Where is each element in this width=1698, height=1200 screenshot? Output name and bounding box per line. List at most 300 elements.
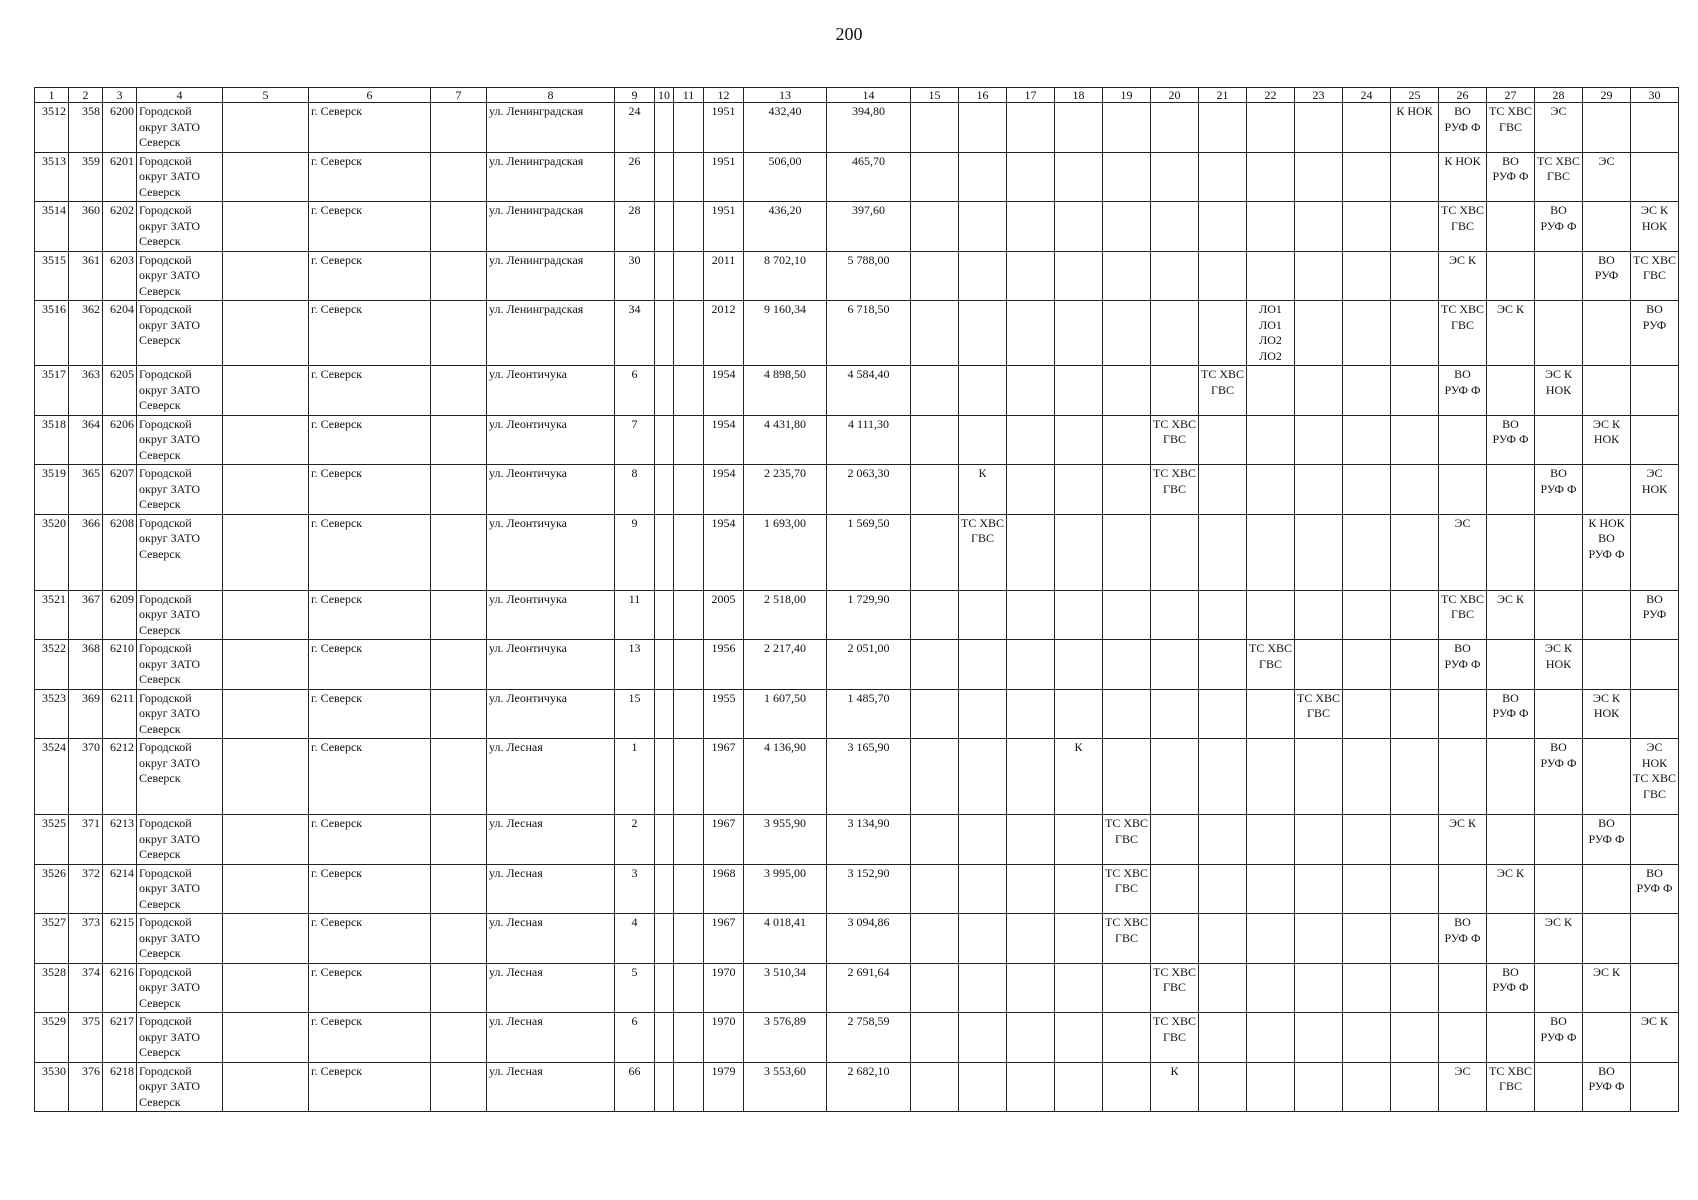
cell-col-11	[674, 914, 704, 964]
cell-col-18	[1055, 366, 1103, 416]
cell-col-29	[1583, 1013, 1631, 1063]
cell-col-12: 1951	[704, 103, 744, 153]
cell-col-29: ЭС К НОК	[1583, 415, 1631, 465]
cell-col-6: г. Северск	[309, 366, 431, 416]
cell-col-17	[1007, 465, 1055, 515]
cell-col-15	[911, 202, 959, 252]
cell-col-28	[1535, 251, 1583, 301]
cell-col-12: 1979	[704, 1062, 744, 1112]
cell-col-20	[1151, 590, 1199, 640]
cell-col-4: Городской округ ЗАТО Северск	[137, 251, 223, 301]
cell-col-14: 2 758,59	[827, 1013, 911, 1063]
cell-col-28	[1535, 1062, 1583, 1112]
cell-col-8: ул. Леонтичука	[487, 689, 615, 739]
cell-col-5	[223, 301, 309, 366]
cell-col-2: 369	[69, 689, 103, 739]
cell-col-4: Городской округ ЗАТО Северск	[137, 739, 223, 815]
cell-col-4: Городской округ ЗАТО Северск	[137, 202, 223, 252]
cell-col-30: ЭС К НОК	[1631, 202, 1679, 252]
cell-col-14: 2 051,00	[827, 640, 911, 690]
cell-col-29: К НОК ВО РУФ Ф	[1583, 514, 1631, 590]
cell-col-17	[1007, 963, 1055, 1013]
cell-col-5	[223, 914, 309, 964]
cell-col-16: ТС ХВС ГВС	[959, 514, 1007, 590]
cell-col-20: К	[1151, 1062, 1199, 1112]
cell-col-11	[674, 465, 704, 515]
cell-col-11	[674, 1013, 704, 1063]
cell-col-7	[431, 202, 487, 252]
cell-col-30: ЭС К	[1631, 1013, 1679, 1063]
column-header-26: 26	[1439, 88, 1487, 103]
cell-col-9: 34	[615, 301, 655, 366]
cell-col-14: 1 485,70	[827, 689, 911, 739]
table-row	[35, 366, 1679, 416]
cell-col-6: г. Северск	[309, 103, 431, 153]
cell-col-9: 28	[615, 202, 655, 252]
cell-col-13: 432,40	[744, 103, 827, 153]
cell-col-9: 6	[615, 366, 655, 416]
column-header-18: 18	[1055, 88, 1103, 103]
cell-col-17	[1007, 514, 1055, 590]
cell-col-3: 6217	[103, 1013, 137, 1063]
cell-col-23	[1295, 914, 1343, 964]
cell-col-9: 5	[615, 963, 655, 1013]
cell-col-19	[1103, 689, 1151, 739]
cell-col-15	[911, 415, 959, 465]
cell-col-1: 3526	[35, 864, 69, 914]
cell-col-29: ЭС К	[1583, 963, 1631, 1013]
cell-col-28	[1535, 301, 1583, 366]
cell-col-24	[1343, 1062, 1391, 1112]
cell-col-11	[674, 689, 704, 739]
cell-col-12: 1967	[704, 739, 744, 815]
cell-col-25	[1391, 301, 1439, 366]
cell-col-13: 4 136,90	[744, 739, 827, 815]
cell-col-19	[1103, 514, 1151, 590]
cell-col-9: 9	[615, 514, 655, 590]
cell-col-18	[1055, 640, 1103, 690]
cell-col-17	[1007, 366, 1055, 416]
cell-col-29	[1583, 739, 1631, 815]
cell-col-17	[1007, 739, 1055, 815]
cell-col-30	[1631, 103, 1679, 153]
cell-col-24	[1343, 465, 1391, 515]
table-body	[35, 103, 1679, 1112]
cell-col-17	[1007, 301, 1055, 366]
cell-col-5	[223, 152, 309, 202]
cell-col-8: ул. Лесная	[487, 914, 615, 964]
column-header-23: 23	[1295, 88, 1343, 103]
cell-col-26: ЭС	[1439, 514, 1487, 590]
cell-col-30	[1631, 1062, 1679, 1112]
page-number: 200	[835, 24, 863, 44]
cell-col-12: 1954	[704, 514, 744, 590]
cell-col-7	[431, 815, 487, 865]
cell-col-1: 3522	[35, 640, 69, 690]
cell-col-14: 2 063,30	[827, 465, 911, 515]
cell-col-22	[1247, 689, 1295, 739]
cell-col-12: 1954	[704, 415, 744, 465]
cell-col-29	[1583, 202, 1631, 252]
cell-col-15	[911, 815, 959, 865]
column-header-6: 6	[309, 88, 431, 103]
cell-col-25	[1391, 251, 1439, 301]
cell-col-13: 1 693,00	[744, 514, 827, 590]
cell-col-4: Городской округ ЗАТО Северск	[137, 590, 223, 640]
cell-col-16	[959, 963, 1007, 1013]
cell-col-28: ВО РУФ Ф	[1535, 202, 1583, 252]
cell-col-4: Городской округ ЗАТО Северск	[137, 415, 223, 465]
cell-col-26: ВО РУФ Ф	[1439, 103, 1487, 153]
cell-col-6: г. Северск	[309, 739, 431, 815]
cell-col-20	[1151, 366, 1199, 416]
cell-col-27	[1487, 251, 1535, 301]
cell-col-29	[1583, 590, 1631, 640]
table-row	[35, 251, 1679, 301]
cell-col-19	[1103, 963, 1151, 1013]
cell-col-20	[1151, 301, 1199, 366]
cell-col-27	[1487, 202, 1535, 252]
cell-col-15	[911, 514, 959, 590]
cell-col-22	[1247, 739, 1295, 815]
cell-col-9: 6	[615, 1013, 655, 1063]
cell-col-16	[959, 1062, 1007, 1112]
cell-col-21	[1199, 590, 1247, 640]
cell-col-13: 3 553,60	[744, 1062, 827, 1112]
cell-col-6: г. Северск	[309, 301, 431, 366]
cell-col-5	[223, 415, 309, 465]
column-header-13: 13	[744, 88, 827, 103]
cell-col-22	[1247, 366, 1295, 416]
cell-col-26: ВО РУФ Ф	[1439, 366, 1487, 416]
cell-col-10	[655, 590, 674, 640]
cell-col-6: г. Северск	[309, 514, 431, 590]
cell-col-28	[1535, 514, 1583, 590]
cell-col-21	[1199, 415, 1247, 465]
cell-col-11	[674, 739, 704, 815]
column-header-20: 20	[1151, 88, 1199, 103]
cell-col-19	[1103, 1013, 1151, 1063]
cell-col-25	[1391, 465, 1439, 515]
table-row	[35, 963, 1679, 1013]
column-header-9: 9	[615, 88, 655, 103]
cell-col-17	[1007, 415, 1055, 465]
cell-col-12: 1968	[704, 864, 744, 914]
cell-col-20	[1151, 689, 1199, 739]
table-row	[35, 739, 1679, 815]
cell-col-30: ЭС НОК	[1631, 465, 1679, 515]
cell-col-5	[223, 1062, 309, 1112]
cell-col-28: ЭС К НОК	[1535, 366, 1583, 416]
column-header-11: 11	[674, 88, 704, 103]
cell-col-2: 360	[69, 202, 103, 252]
cell-col-9: 1	[615, 739, 655, 815]
cell-col-27: ЭС К	[1487, 301, 1535, 366]
cell-col-6: г. Северск	[309, 415, 431, 465]
cell-col-10	[655, 815, 674, 865]
cell-col-3: 6211	[103, 689, 137, 739]
cell-col-14: 1 729,90	[827, 590, 911, 640]
cell-col-15	[911, 465, 959, 515]
cell-col-14: 3 134,90	[827, 815, 911, 865]
cell-col-21	[1199, 465, 1247, 515]
cell-col-29	[1583, 640, 1631, 690]
cell-col-8: ул. Ленинградская	[487, 103, 615, 153]
cell-col-15	[911, 590, 959, 640]
cell-col-5	[223, 202, 309, 252]
cell-col-3: 6213	[103, 815, 137, 865]
cell-col-3: 6201	[103, 152, 137, 202]
column-header-2: 2	[69, 88, 103, 103]
cell-col-22	[1247, 815, 1295, 865]
cell-col-25	[1391, 815, 1439, 865]
cell-col-11	[674, 590, 704, 640]
cell-col-6: г. Северск	[309, 152, 431, 202]
cell-col-10	[655, 202, 674, 252]
cell-col-12: 1951	[704, 152, 744, 202]
cell-col-5	[223, 640, 309, 690]
cell-col-25	[1391, 963, 1439, 1013]
cell-col-15	[911, 152, 959, 202]
cell-col-26	[1439, 415, 1487, 465]
cell-col-28	[1535, 815, 1583, 865]
cell-col-2: 376	[69, 1062, 103, 1112]
cell-col-2: 370	[69, 739, 103, 815]
cell-col-7	[431, 739, 487, 815]
cell-col-6: г. Северск	[309, 465, 431, 515]
cell-col-29: ВО РУФ	[1583, 251, 1631, 301]
cell-col-6: г. Северск	[309, 963, 431, 1013]
cell-col-3: 6205	[103, 366, 137, 416]
cell-col-13: 436,20	[744, 202, 827, 252]
cell-col-8: ул. Леонтичука	[487, 640, 615, 690]
cell-col-9: 3	[615, 864, 655, 914]
cell-col-2: 361	[69, 251, 103, 301]
cell-col-13: 3 576,89	[744, 1013, 827, 1063]
cell-col-18	[1055, 815, 1103, 865]
cell-col-28: ТС ХВС ГВС	[1535, 152, 1583, 202]
cell-col-27	[1487, 815, 1535, 865]
cell-col-14: 465,70	[827, 152, 911, 202]
cell-col-20	[1151, 914, 1199, 964]
cell-col-20	[1151, 640, 1199, 690]
column-header-1: 1	[35, 88, 69, 103]
cell-col-26: ВО РУФ Ф	[1439, 640, 1487, 690]
cell-col-6: г. Северск	[309, 864, 431, 914]
cell-col-12: 1954	[704, 465, 744, 515]
cell-col-11	[674, 864, 704, 914]
cell-col-24	[1343, 514, 1391, 590]
cell-col-2: 375	[69, 1013, 103, 1063]
cell-col-23	[1295, 1062, 1343, 1112]
cell-col-7	[431, 514, 487, 590]
cell-col-30: ЭС НОК ТС ХВС ГВС	[1631, 739, 1679, 815]
cell-col-1: 3516	[35, 301, 69, 366]
table-row	[35, 301, 1679, 366]
cell-col-18	[1055, 202, 1103, 252]
cell-col-29: ЭС К НОК	[1583, 689, 1631, 739]
cell-col-19: ТС ХВС ГВС	[1103, 864, 1151, 914]
cell-col-5	[223, 1013, 309, 1063]
cell-col-10	[655, 914, 674, 964]
cell-col-26	[1439, 864, 1487, 914]
cell-col-21	[1199, 739, 1247, 815]
cell-col-2: 366	[69, 514, 103, 590]
cell-col-21	[1199, 514, 1247, 590]
cell-col-25	[1391, 514, 1439, 590]
cell-col-16	[959, 1013, 1007, 1063]
cell-col-11	[674, 103, 704, 153]
cell-col-16	[959, 590, 1007, 640]
cell-col-7	[431, 1062, 487, 1112]
cell-col-19	[1103, 1062, 1151, 1112]
cell-col-7	[431, 301, 487, 366]
cell-col-21	[1199, 152, 1247, 202]
table-row	[35, 815, 1679, 865]
cell-col-17	[1007, 1013, 1055, 1063]
cell-col-22	[1247, 251, 1295, 301]
column-header-22: 22	[1247, 88, 1295, 103]
cell-col-9: 7	[615, 415, 655, 465]
cell-col-3: 6210	[103, 640, 137, 690]
cell-col-8: ул. Леонтичука	[487, 415, 615, 465]
cell-col-16	[959, 864, 1007, 914]
cell-col-22: ЛО1 ЛО1 ЛО2 ЛО2	[1247, 301, 1295, 366]
cell-col-18	[1055, 963, 1103, 1013]
cell-col-1: 3524	[35, 739, 69, 815]
cell-col-19	[1103, 465, 1151, 515]
cell-col-27	[1487, 914, 1535, 964]
cell-col-15	[911, 914, 959, 964]
cell-col-7	[431, 366, 487, 416]
cell-col-2: 371	[69, 815, 103, 865]
cell-col-3: 6209	[103, 590, 137, 640]
cell-col-10	[655, 689, 674, 739]
cell-col-7	[431, 963, 487, 1013]
cell-col-27: ТС ХВС ГВС	[1487, 103, 1535, 153]
cell-col-17	[1007, 1062, 1055, 1112]
cell-col-7	[431, 590, 487, 640]
cell-col-13: 9 160,34	[744, 301, 827, 366]
cell-col-9: 2	[615, 815, 655, 865]
cell-col-18	[1055, 415, 1103, 465]
cell-col-16	[959, 415, 1007, 465]
table-row	[35, 864, 1679, 914]
cell-col-14: 4 111,30	[827, 415, 911, 465]
cell-col-7	[431, 103, 487, 153]
column-header-21: 21	[1199, 88, 1247, 103]
cell-col-7	[431, 465, 487, 515]
cell-col-1: 3512	[35, 103, 69, 153]
cell-col-23	[1295, 415, 1343, 465]
cell-col-1: 3517	[35, 366, 69, 416]
cell-col-20: ТС ХВС ГВС	[1151, 1013, 1199, 1063]
cell-col-12: 2012	[704, 301, 744, 366]
cell-col-14: 2 691,64	[827, 963, 911, 1013]
cell-col-15	[911, 103, 959, 153]
cell-col-7	[431, 689, 487, 739]
cell-col-26: ТС ХВС ГВС	[1439, 202, 1487, 252]
cell-col-3: 6218	[103, 1062, 137, 1112]
cell-col-8: ул. Лесная	[487, 739, 615, 815]
cell-col-28: ЭС	[1535, 103, 1583, 153]
cell-col-22	[1247, 864, 1295, 914]
table-row	[35, 640, 1679, 690]
cell-col-19	[1103, 640, 1151, 690]
cell-col-25	[1391, 914, 1439, 964]
cell-col-23	[1295, 864, 1343, 914]
cell-col-12: 1956	[704, 640, 744, 690]
cell-col-28	[1535, 963, 1583, 1013]
table-row	[35, 152, 1679, 202]
cell-col-24	[1343, 415, 1391, 465]
cell-col-29	[1583, 864, 1631, 914]
cell-col-27	[1487, 514, 1535, 590]
cell-col-12: 1955	[704, 689, 744, 739]
cell-col-16	[959, 640, 1007, 690]
cell-col-9: 13	[615, 640, 655, 690]
cell-col-27: ТС ХВС ГВС	[1487, 1062, 1535, 1112]
cell-col-11	[674, 640, 704, 690]
cell-col-12: 1967	[704, 815, 744, 865]
cell-col-6: г. Северск	[309, 815, 431, 865]
cell-col-10	[655, 640, 674, 690]
cell-col-19	[1103, 103, 1151, 153]
cell-col-21	[1199, 1013, 1247, 1063]
cell-col-25	[1391, 689, 1439, 739]
cell-col-22	[1247, 103, 1295, 153]
cell-col-6: г. Северск	[309, 1013, 431, 1063]
cell-col-22	[1247, 914, 1295, 964]
cell-col-6: г. Северск	[309, 914, 431, 964]
cell-col-12: 1970	[704, 1013, 744, 1063]
cell-col-22	[1247, 152, 1295, 202]
cell-col-19: ТС ХВС ГВС	[1103, 815, 1151, 865]
cell-col-6: г. Северск	[309, 251, 431, 301]
table-row	[35, 590, 1679, 640]
column-header-24: 24	[1343, 88, 1391, 103]
cell-col-16	[959, 152, 1007, 202]
cell-col-18	[1055, 465, 1103, 515]
cell-col-26	[1439, 1013, 1487, 1063]
cell-col-2: 358	[69, 103, 103, 153]
cell-col-27: ЭС К	[1487, 590, 1535, 640]
cell-col-26	[1439, 739, 1487, 815]
cell-col-24	[1343, 202, 1391, 252]
cell-col-14: 3 165,90	[827, 739, 911, 815]
cell-col-25	[1391, 415, 1439, 465]
cell-col-28: ВО РУФ Ф	[1535, 1013, 1583, 1063]
cell-col-16	[959, 301, 1007, 366]
cell-col-5	[223, 366, 309, 416]
cell-col-21: ТС ХВС ГВС	[1199, 366, 1247, 416]
cell-col-5	[223, 590, 309, 640]
cell-col-30: ТС ХВС ГВС	[1631, 251, 1679, 301]
cell-col-14: 5 788,00	[827, 251, 911, 301]
cell-col-24	[1343, 914, 1391, 964]
cell-col-29	[1583, 301, 1631, 366]
cell-col-26: ТС ХВС ГВС	[1439, 301, 1487, 366]
cell-col-2: 372	[69, 864, 103, 914]
column-header-10: 10	[655, 88, 674, 103]
cell-col-10	[655, 103, 674, 153]
cell-col-16	[959, 103, 1007, 153]
cell-col-29: ЭС	[1583, 152, 1631, 202]
cell-col-18	[1055, 301, 1103, 366]
cell-col-27	[1487, 739, 1535, 815]
cell-col-1: 3521	[35, 590, 69, 640]
table-row	[35, 514, 1679, 590]
